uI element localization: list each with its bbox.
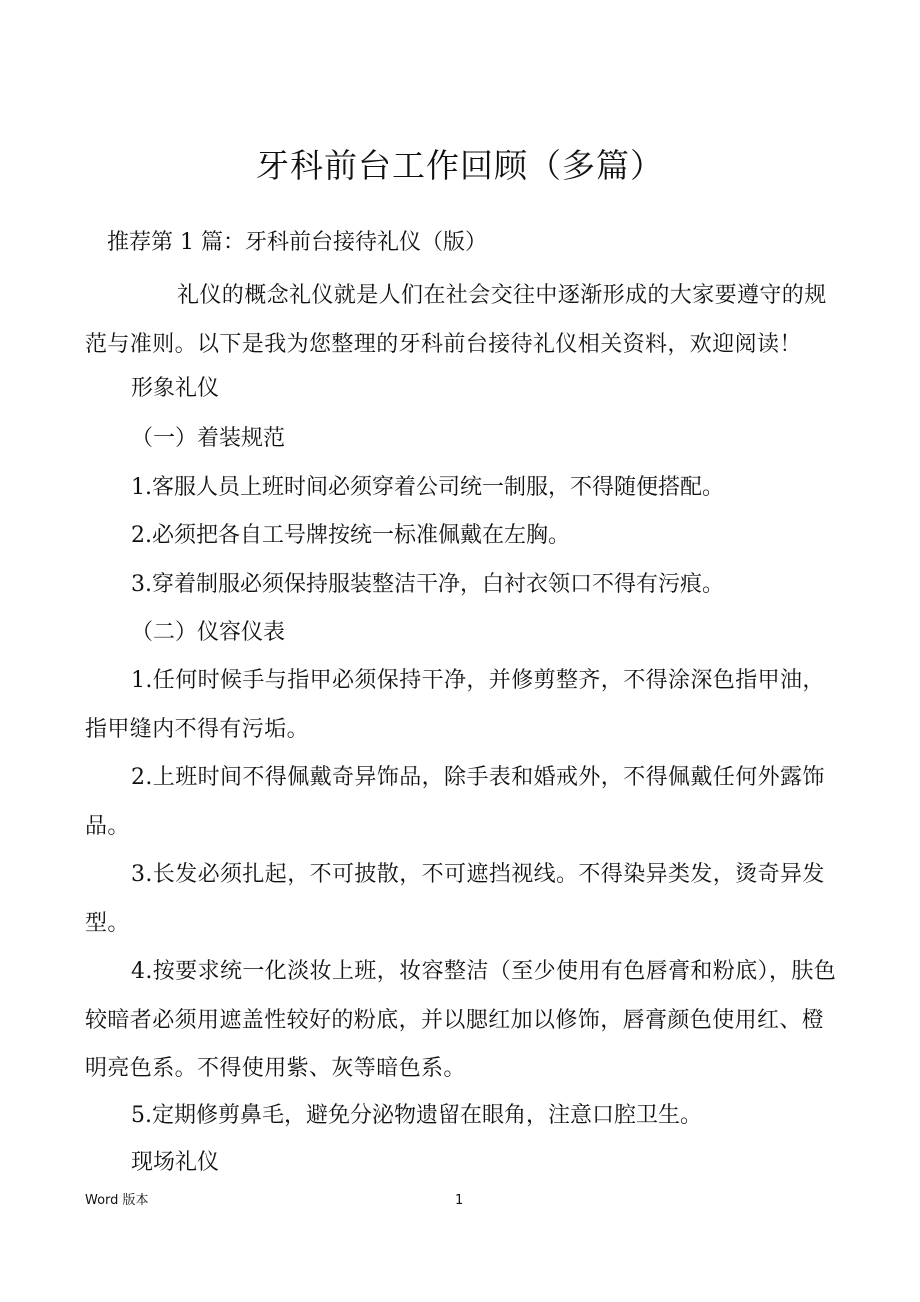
subsection-heading-appearance: （二）仪容仪表 [131,620,286,645]
appearance-rule-4: 4.按要求统一化淡妆上班，妆容整洁（至少使用有色唇膏和粉底），肤色较暗者必须用遮盖性较好的粉底，并以腮红加以修饰，唇膏颜色使用红、橙明亮色系。不得使用紫、灰等暗色系。 [85,959,837,1081]
document-title: 牙科前台工作回顾（多篇） [256,146,664,185]
footer-version-label: Word 版本 [85,1193,149,1208]
subsection-heading-dress-code: （一）着装规范 [131,426,286,451]
appearance-rule-2: 2.上班时间不得佩戴奇异饰品，除手表和婚戒外，不得佩戴任何外露饰品。 [85,765,825,839]
dress-rule-2: 2.必须把各自工号牌按统一标准佩戴在左胸。 [131,523,570,548]
footer-page-number: 1 [455,1193,464,1208]
dress-rule-3: 3.穿着制服必须保持服装整洁干净，白衬衣领口不得有污痕。 [131,572,724,597]
section-heading-image-etiquette: 形象礼仪 [131,376,220,401]
appearance-rule-3: 3.长发必须扎起，不可披散，不可遮挡视线。不得染异类发，烫奇异发型。 [85,862,825,936]
section-heading-onsite-etiquette: 现场礼仪 [131,1150,220,1175]
article-subtitle: 推荐第 1 篇：牙科前台接待礼仪（版） [107,230,487,255]
appearance-rule-5: 5.定期修剪鼻毛，避免分泌物遗留在眼角，注意口腔卫生。 [131,1103,702,1128]
dress-rule-1: 1.客服人员上班时间必须穿着公司统一制服，不得随便搭配。 [131,475,724,500]
intro-paragraph: 礼仪的概念礼仪就是人们在社会交往中逐渐形成的大家要遵守的规范与准则。以下是我为您整理的牙科前台接待礼仪相关资料，欢迎阅读！ [85,283,827,357]
appearance-rule-1: 1.任何时候手与指甲必须保持干净，并修剪整齐，不得涂深色指甲油，指甲缝内不得有污垢。 [85,668,825,742]
